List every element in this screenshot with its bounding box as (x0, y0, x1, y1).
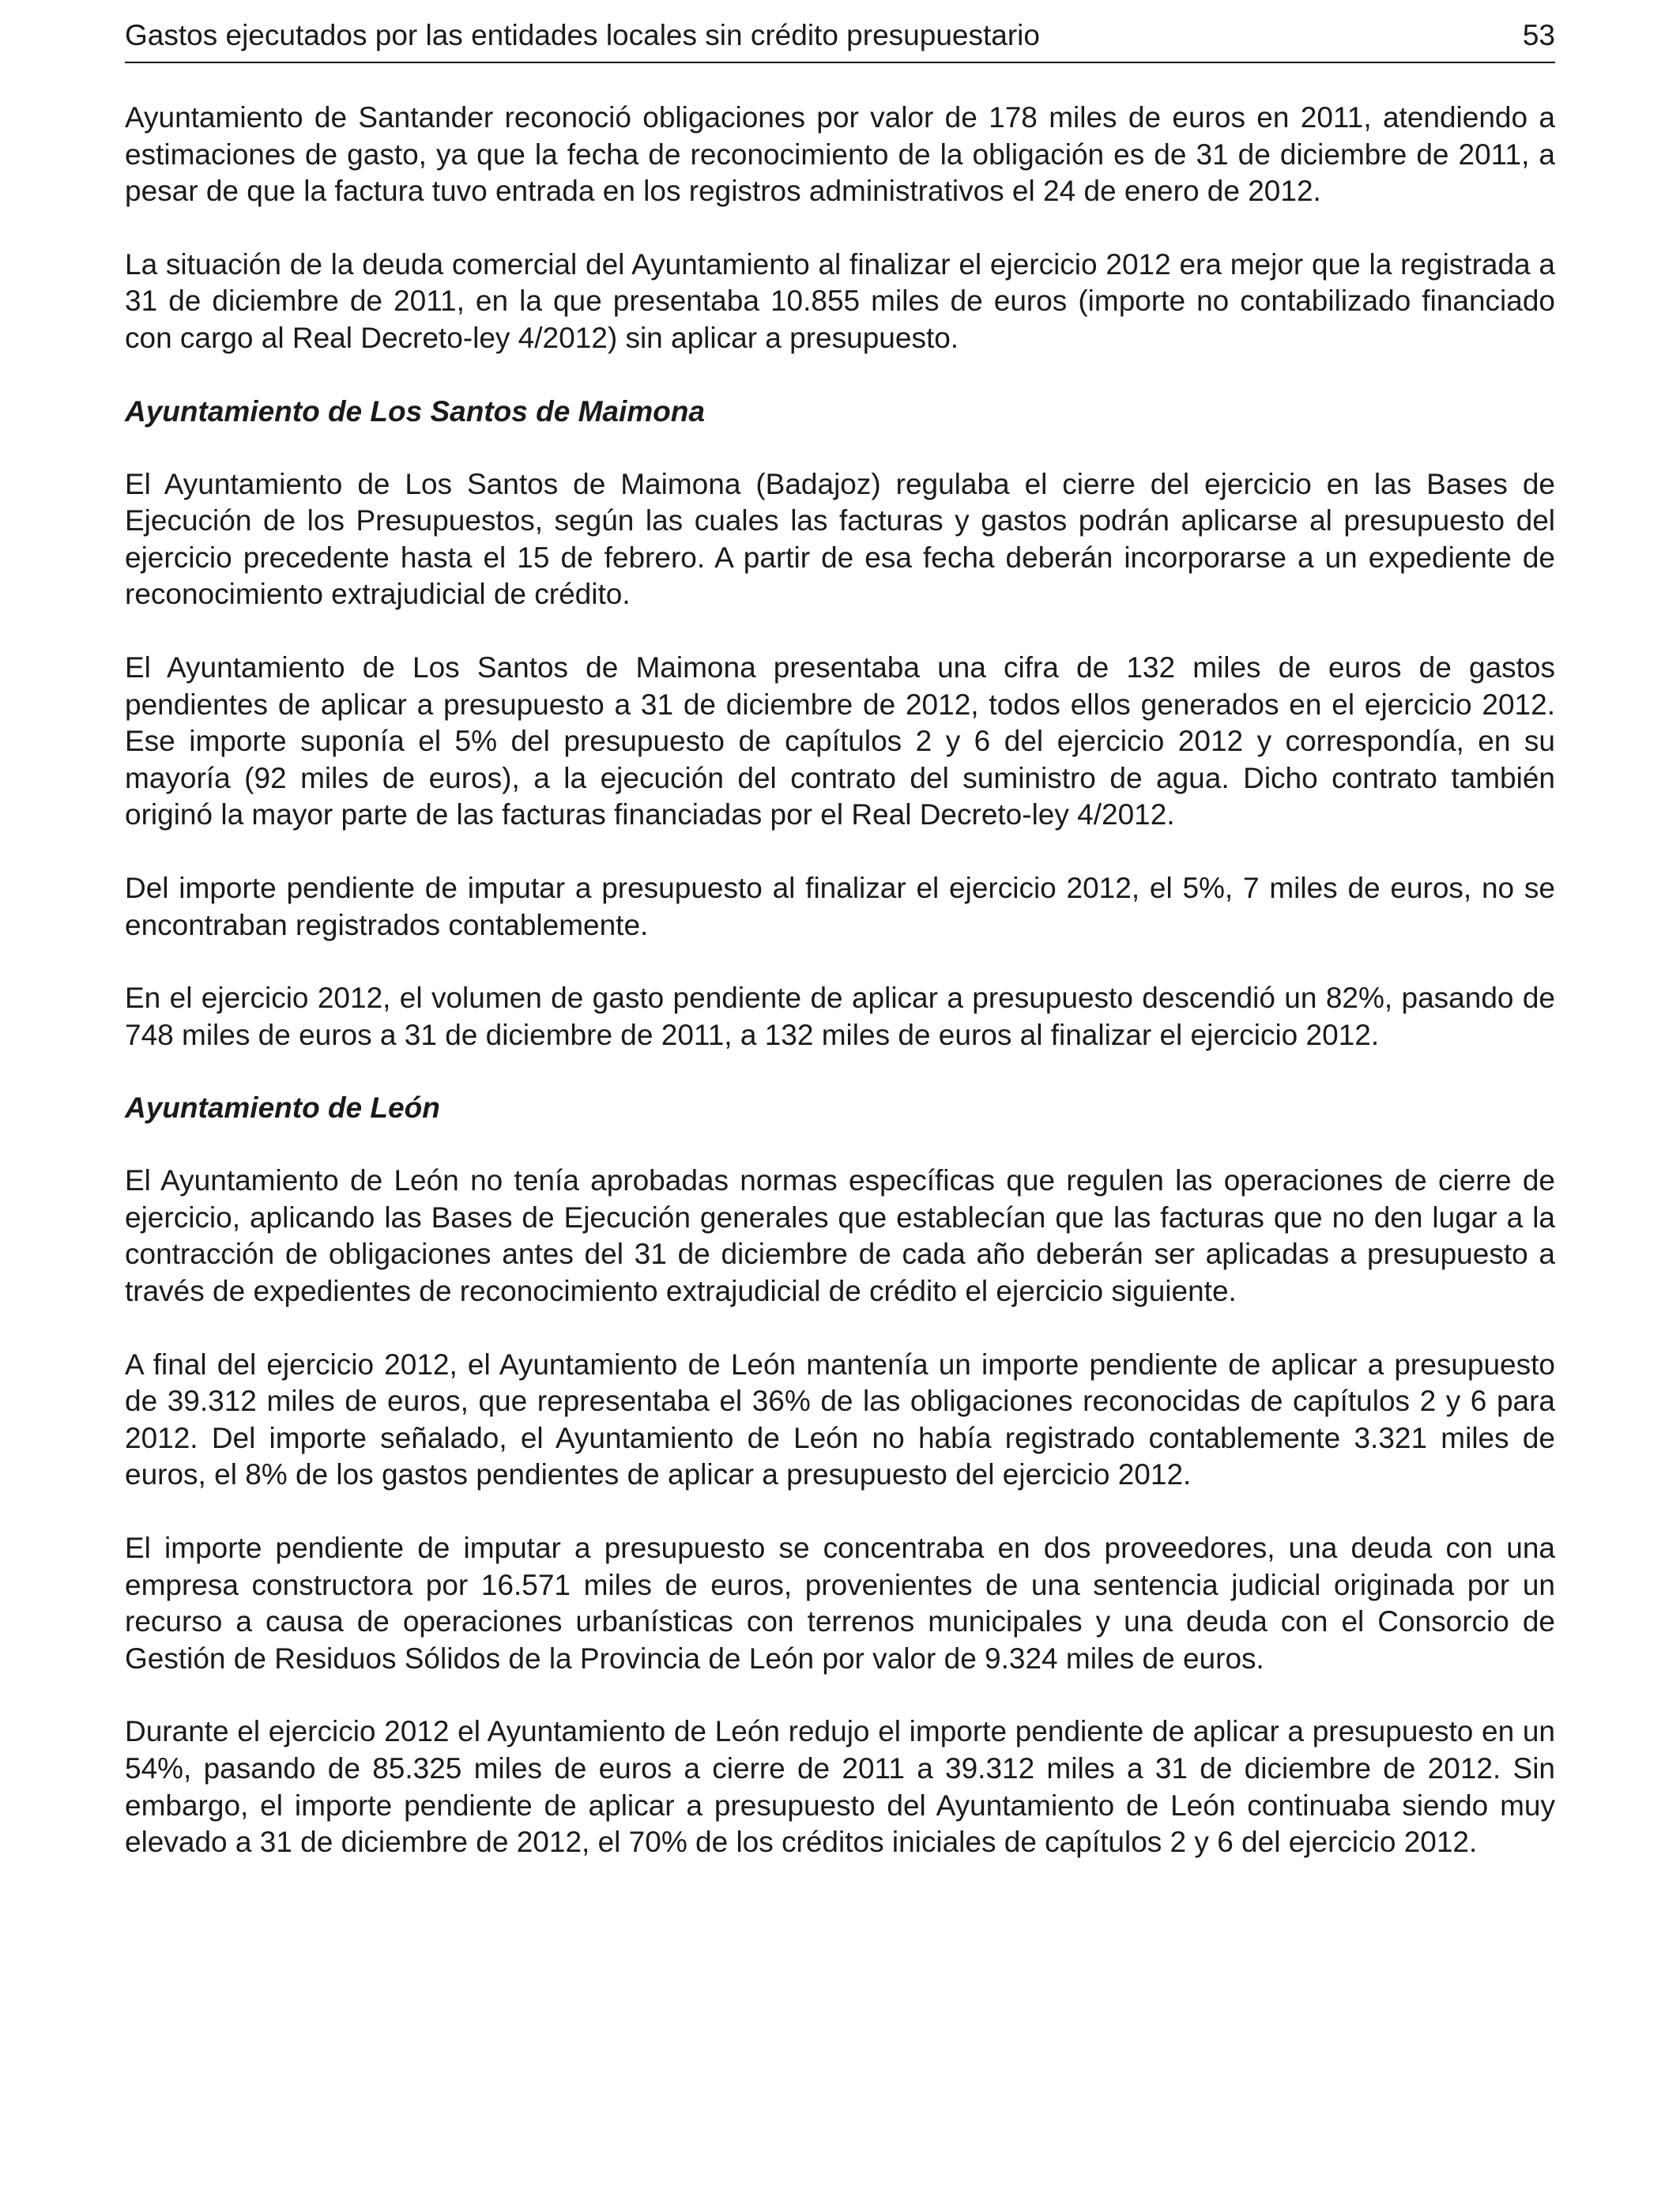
document-page (125, 0, 1555, 1898)
paragraph-santander-deuda: La situación de la deuda comercial del Ayuntamiento al finalizar el ejercicio 2012 era mejor que la registrada a 31 de diciembre de 2011, en la que presentaba 10.855 miles de euros (importe no contabilizado financiado con cargo al Real Decreto-ley 4/2012) sin aplicar a presupuesto. (125, 247, 1555, 354)
header-title: Gastos ejecutados por las entidades locales sin crédito presupuestario (125, 19, 1040, 51)
running-header (125, 0, 1555, 63)
paragraph-leon-importe-pendiente: A final del ejercicio 2012, el Ayuntamiento de León mantenía un importe pendiente de aplicar a presupuesto de 39.312 miles de euros, que representaba el 36% de las obligaciones reconocidas de capítulos 2 y 6 para 2012. Del importe señalado, el Ayuntamiento de León no había registrado contablemente 3.321 miles de euros, el 8% de los gastos pendientes de aplicar a presupuesto del ejercicio 2012. (125, 1348, 1555, 1491)
paragraph-maimona-descenso: En el ejercicio 2012, el volumen de gasto pendiente de aplicar a presupuesto descendió un 82%, pasando de 748 miles de euros a 31 de diciembre de 2011, a 132 miles de euros al finalizar el ejercicio 2012. (125, 982, 1555, 1051)
heading-leon: Ayuntamiento de León (125, 1091, 440, 1125)
document-body (125, 100, 1555, 1861)
paragraph-leon-reduccion: Durante el ejercicio 2012 el Ayuntamiento de León redujo el importe pendiente de aplicar a presupuesto en un 54%, pasando de 85.325 miles de euros a cierre de 2011 a 39.312 miles a 31 de diciembre de 2012. Sin embargo, el importe pendiente de aplicar a presupuesto del Ayuntamiento de León continuaba siendo muy elevado a 31 de diciembre de 2012, el 70% de los créditos iniciales de capítulos 2 y 6 del ejercicio 2012. (125, 1715, 1555, 1859)
heading-los-santos-de-maimona: Ayuntamiento de Los Santos de Maimona (125, 394, 705, 428)
paragraph-leon-proveedores: El importe pendiente de imputar a presupuesto se concentraba en dos proveedores, una deuda con una empresa constructora por 16.571 miles de euros, provenientes de una sentencia judicial originada por un recurso a causa de operaciones urbanísticas con terrenos municipales y una deuda con el Consorcio de Gestión de Residuos Sólidos de la Provincia de León por valor de 9.324 miles de euros. (125, 1532, 1555, 1675)
paragraph-leon-normas: El Ayuntamiento de León no tenía aprobadas normas específicas que regulen las operaciones de cierre de ejercicio, aplicando las Bases de Ejecución generales que establecían que las facturas que no den lugar a la contracción de obligaciones antes del 31 de diciembre de cada año deberán ser aplicadas a presupuesto a través de expedientes de reconocimiento extrajudicial de crédito el ejercicio siguiente. (125, 1164, 1555, 1308)
page-number: 53 (1522, 19, 1555, 51)
paragraph-maimona-gastos: El Ayuntamiento de Los Santos de Maimona presentaba una cifra de 132 miles de euros de gastos pendientes de aplicar a presupuesto a 31 de diciembre de 2012, todos ellos generados en el ejercicio 2012. Ese importe suponía el 5% del presupuesto de capítulos 2 y 6 del ejercicio 2012 y correspondía, en su mayoría (92 miles de euros), a la ejecución del contrato del suministro de agua. Dicho contrato también originó la mayor parte de las facturas financiadas por el Real Decreto-ley 4/2012. (125, 650, 1555, 831)
paragraph-santander-obligaciones: Ayuntamiento de Santander reconoció obligaciones por valor de 178 miles de euros en 2011, atendiendo a estimaciones de gasto, ya que la fecha de reconocimiento de la obligación es de 31 de diciembre de 2011, a pesar de que la factura tuvo entrada en los registros administrativos el 24 de enero de 2012. (125, 101, 1555, 208)
paragraph-maimona-no-registrado: Del importe pendiente de imputar a presupuesto al finalizar el ejercicio 2012, el 5%, 7 miles de euros, no se encontraban registrados contablemente. (125, 871, 1555, 941)
paragraph-maimona-cierre: El Ayuntamiento de Los Santos de Maimona (Badajoz) regulaba el cierre del ejercicio en las Bases de Ejecución de los Presupuestos, según las cuales las facturas y gastos podrán aplicarse al presupuesto del ejercicio precedente hasta el 15 de febrero. A partir de esa fecha deberán incorporarse a un expediente de reconocimiento extrajudicial de crédito. (125, 467, 1555, 611)
